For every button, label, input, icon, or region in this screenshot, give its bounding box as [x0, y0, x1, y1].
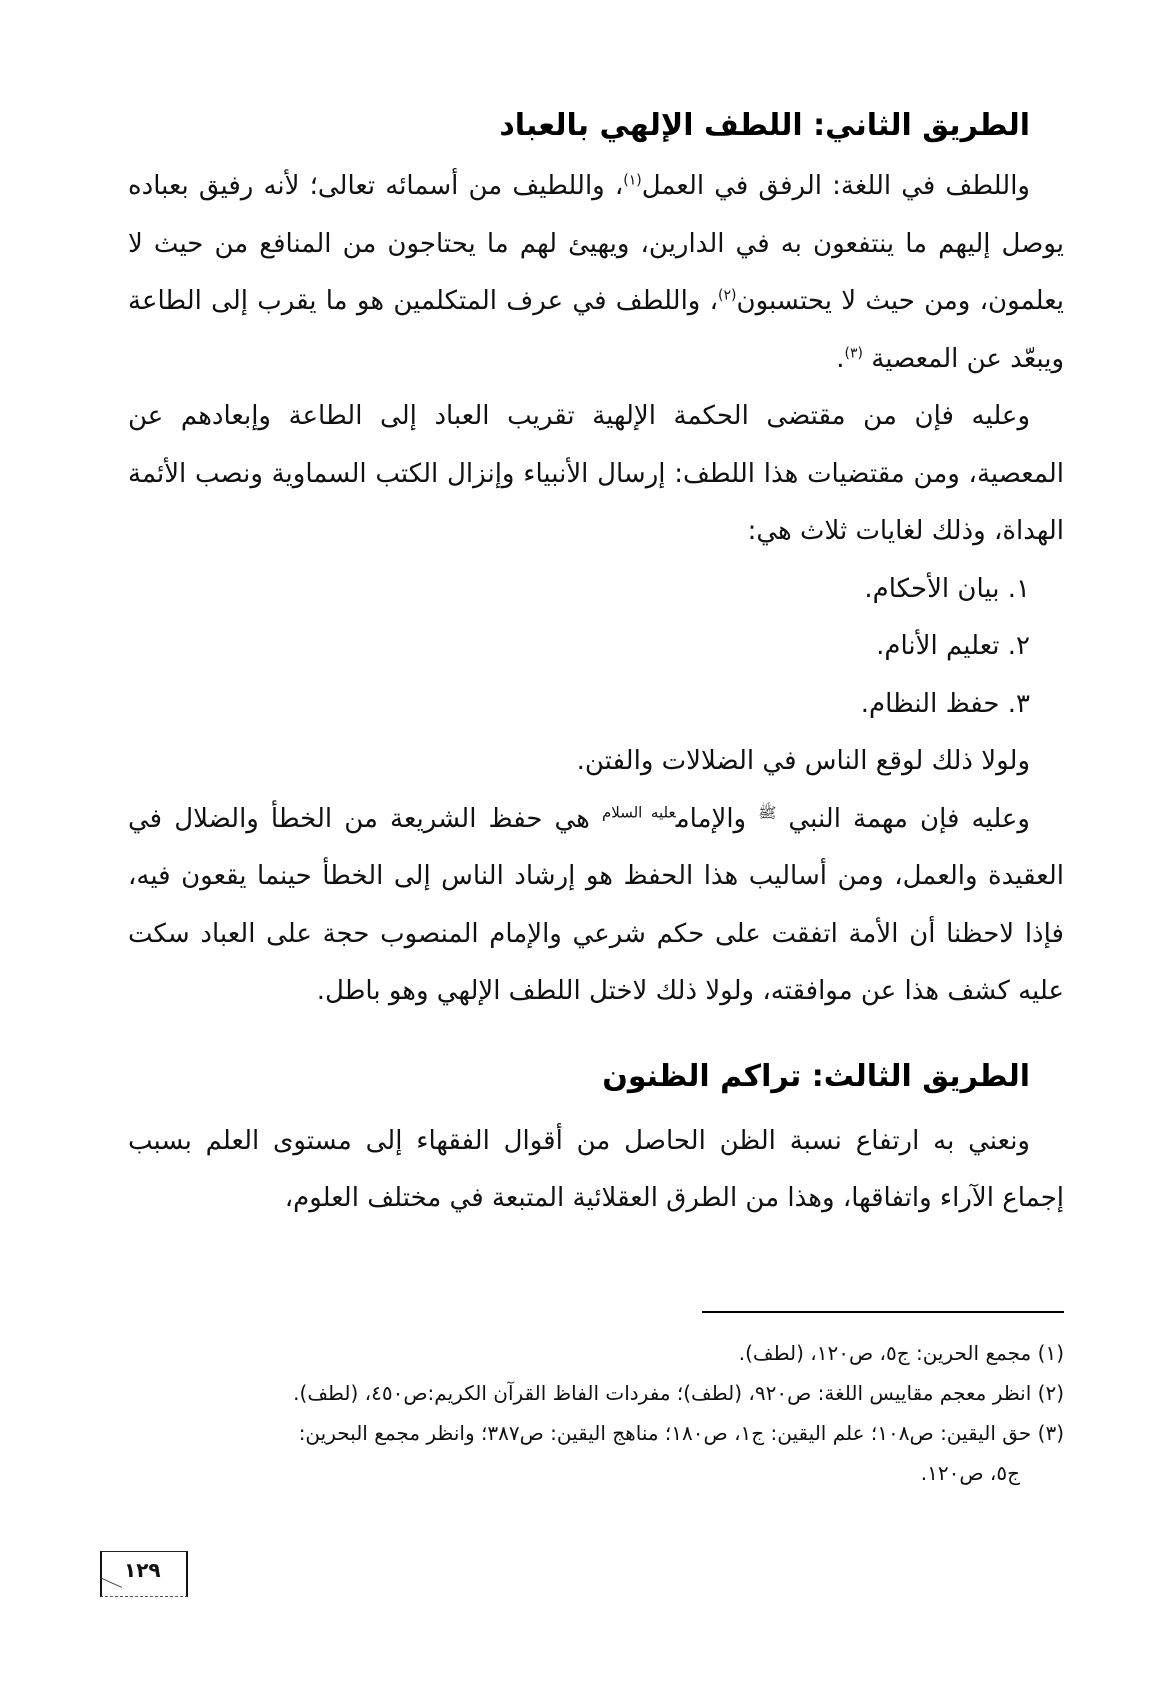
paragraph-text: وعليه فإن مهمة النبي — [788, 803, 1030, 834]
section-heading-second-way — [128, 100, 1064, 152]
footnote-ref-3[interactable]: (٣) — [844, 344, 864, 361]
footnote-3: (٣) حق اليقين: ص١٠٨؛ علم اليقين: ج١، ص١٨٠؛ مناهج اليقين: ص٣٨٧؛ وانظر مجمع البحرين: — [298, 1421, 1064, 1445]
heading-label: الطريق الثاني: — [813, 108, 1030, 143]
list-item-2: ٢. تعليم الأنام. — [876, 631, 1030, 661]
list-item-1: ١. بيان الأحكام. — [864, 573, 1030, 604]
heading-label: الطريق الثالث: — [811, 1058, 1030, 1094]
paragraph-divine-wisdom: وعليه فإن من مقتضى الحكمة الإلهية تقريب العباد إلى الطاعة وإبعادهم عن المعصية، ومن مقتضيات هذا اللطف: إرسال الأنبياء وإنزال الكتب السماوية ونصب الأئمة الهداة، وذلك لغايات ثلاث هي: — [128, 401, 1064, 546]
footnote-separator — [702, 1311, 1064, 1313]
main-text — [128, 100, 1064, 1228]
footnote-1: (١) مجمع الحرين: ج٥، ص١٢٠، (لطف). — [738, 1341, 1064, 1365]
paragraph-accumulated-opinions: ونعني به ارتفاع نسبة الظن الحاصل من أقوال الفقهاء إلى مستوى العلم بسبب إجماع الآراء واتفاقها، وهذا من الطرق العقلائية المتبعة في مختلف العلوم، — [128, 1125, 1064, 1213]
heading-title: اللطف الإلهي بالعباد — [499, 108, 803, 143]
footnote-3-continuation: ج٥، ص١٢٠. — [920, 1461, 1020, 1485]
paragraph-lutf-definition — [128, 158, 1064, 388]
page-number: ١٢٩ — [124, 1558, 161, 1582]
paragraph-text: ، واللطيف من أسمائه تعالى؛ لأنه رفيق بعباده يوصل إليهم ما ينتفعون به في الدارين، ويهيئ لهم ما يحتاجون من المنافع من حيث لا يعلمون، ومن حيث لا يحتسبون — [128, 171, 1064, 316]
page-corner-icon — [96, 1578, 122, 1601]
footnotes — [128, 1333, 1064, 1493]
honorific-glyph: عليه السلام — [601, 802, 676, 821]
paragraph-prophet-imam-mission — [128, 791, 1064, 1021]
paragraph-otherwise: ولولا ذلك لوقع الناس في الضلالات والفتن. — [576, 746, 1030, 776]
heading-title: تراكم الظنون — [602, 1058, 802, 1094]
paragraph-text: هي حفظ الشريعة من الخطأ والضلال في العقيدة والعمل، ومن أساليب هذا الحفظ هو إرشاد الناس إلى الخطأ حينما يقعون فيه، فإذا لاحظنا أن الأمة اتفقت على حكم شرعي والإمام المنصوب حجة على العباد سكت عليه كشف هذا عن موافقته، ولولا ذلك لاختل اللطف الإلهي وهو باطل. — [128, 803, 1064, 1006]
list-item-3: ٣. حفظ النظام. — [860, 688, 1030, 719]
section-heading-third-way — [128, 1051, 1064, 1103]
honorific-glyph: ﷺ — [758, 802, 777, 821]
paragraph-text: . — [836, 343, 845, 374]
footnote-ref-2[interactable]: (٢) — [718, 287, 737, 304]
paragraph-text: واللطف في اللغة: الرفق في العمل — [641, 171, 1030, 201]
page-number-frame — [100, 1551, 188, 1597]
paragraph-text: والإمام — [675, 803, 747, 834]
footnote-ref-1[interactable]: (١) — [623, 172, 642, 189]
footnote-2: (٢) انظر معجم مقاييس اللغة: ص٩٢٠، (لطف)؛ مفردات الفاظ القرآن الكريم:ص٤٥٠، (لطف). — [293, 1381, 1064, 1405]
paragraph-text: ، واللطف في عرف المتكلمين هو ما يقرب إلى الطاعة ويبعّد عن المعصية — [128, 286, 1064, 374]
